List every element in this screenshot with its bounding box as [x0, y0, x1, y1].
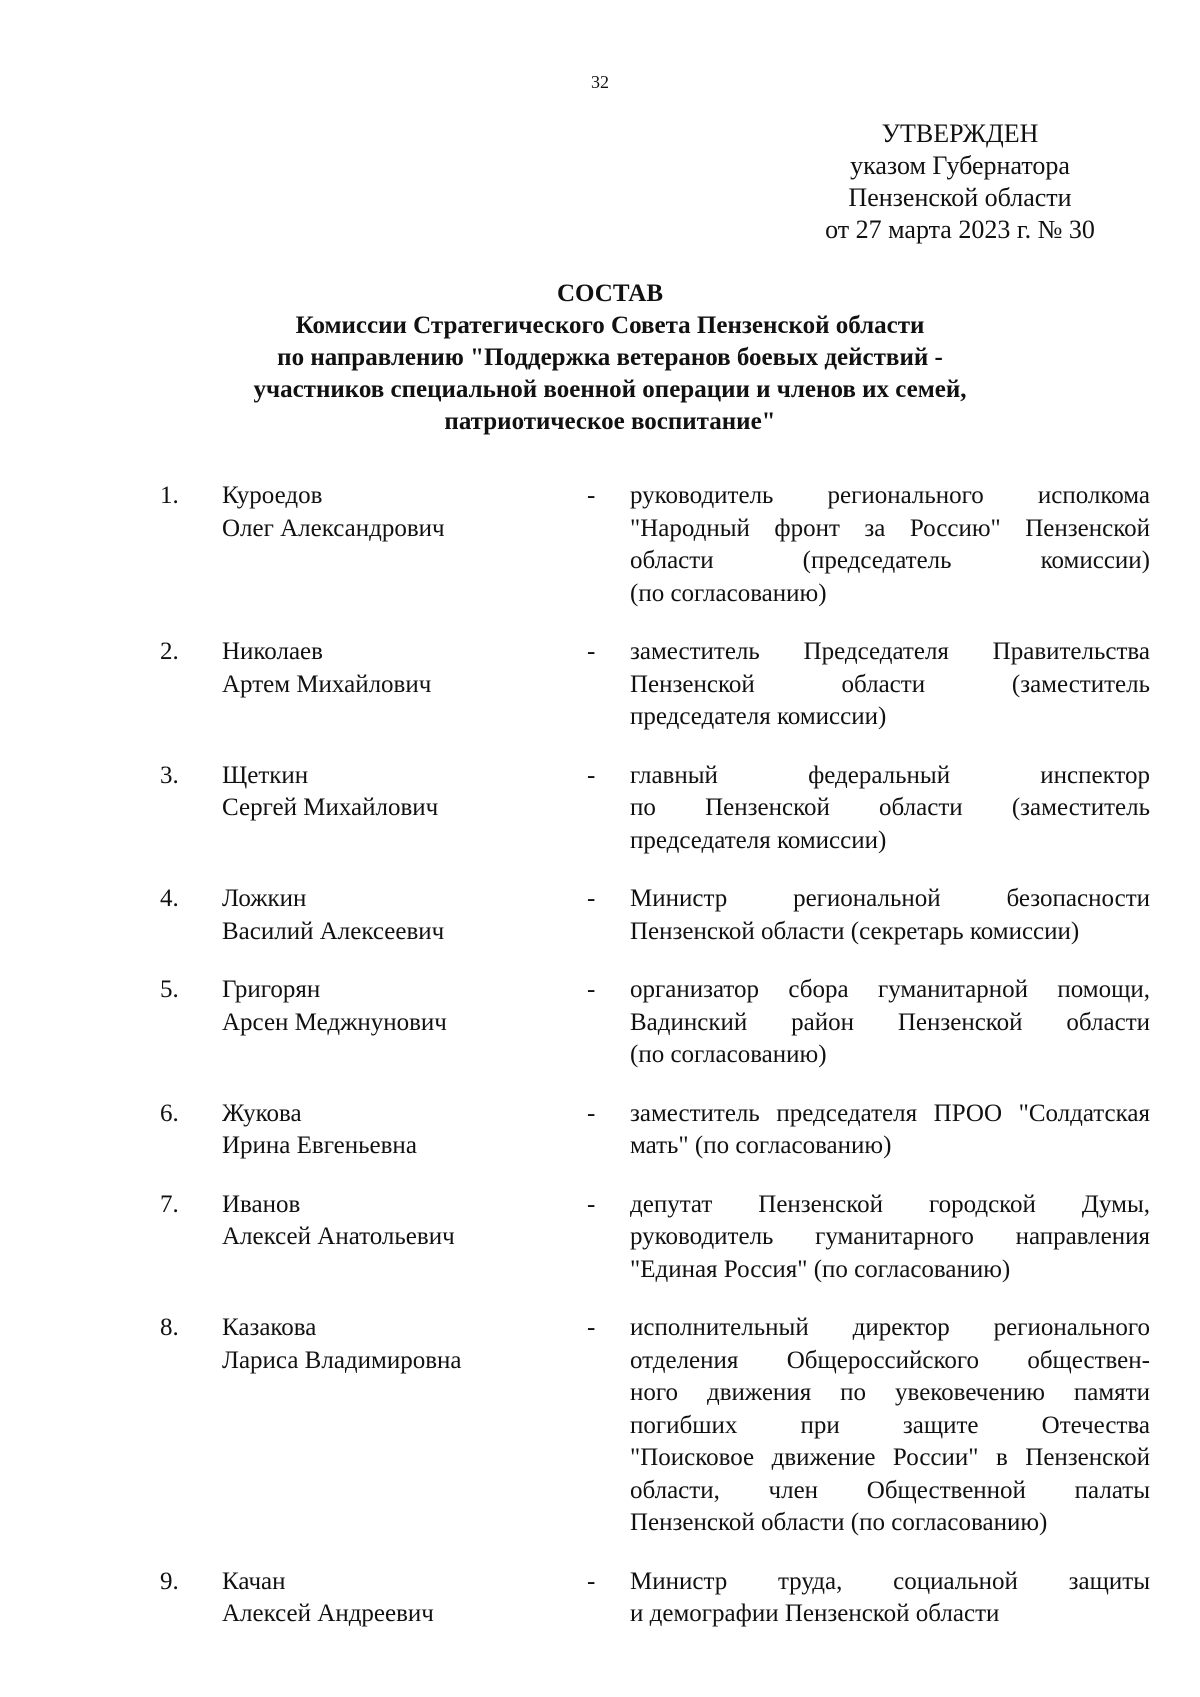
- member-position-line: главный федеральный инспектор: [630, 761, 1150, 789]
- member-dash: -: [587, 638, 596, 665]
- member-name: [222, 1189, 587, 1287]
- member-position: [630, 760, 1150, 858]
- member-name: [222, 636, 587, 734]
- member-position-line: Министр труда, социальной защиты: [630, 1567, 1150, 1595]
- approval-line-3: Пензенской области: [848, 183, 1072, 212]
- member-given-names: Арсен Меджнунович: [222, 1008, 447, 1036]
- member-position-line: организатор сбора гуманитарной помощи,: [630, 976, 1150, 1003]
- member-dash: -: [587, 482, 596, 509]
- member-position: [630, 480, 1150, 610]
- member-position-line: отделения Общероссийского обществен-: [630, 1346, 1150, 1374]
- title-main: СОСТАВ: [556, 280, 664, 307]
- member-position-line: заместитель председателя ПРОО "Солдатская: [630, 1099, 1150, 1127]
- member-surname: Николаев: [222, 638, 323, 665]
- member-position-line: и демографии Пензенской области: [630, 1600, 1000, 1627]
- member-name: [222, 480, 587, 610]
- member-number: 8.: [160, 1314, 179, 1341]
- member-name: [222, 1566, 587, 1631]
- member-row: [160, 974, 1150, 1072]
- member-position-line: Пензенской области (секретарь комиссии): [630, 917, 1080, 945]
- member-surname: Щеткин: [222, 761, 309, 789]
- member-row: [160, 1189, 1150, 1287]
- member-number: 7.: [160, 1190, 179, 1218]
- member-position-line: Пензенской области (заместитель: [630, 670, 1150, 698]
- member-row: [160, 1566, 1150, 1631]
- member-position-line: Вадинский район Пензенской области: [630, 1008, 1150, 1036]
- member-dash: -: [587, 1099, 596, 1127]
- member-position-line: (по согласованию): [630, 1041, 827, 1068]
- approval-line-4: от 27 марта 2023 г. № 30: [825, 215, 1095, 244]
- member-dash: -: [587, 761, 596, 789]
- member-row: [160, 636, 1150, 734]
- member-position-line: Пензенской области (по согласованию): [630, 1509, 1048, 1536]
- member-number: 2.: [160, 638, 179, 665]
- page-number: 32: [591, 72, 609, 92]
- member-surname: Иванов: [222, 1190, 301, 1218]
- member-position: [630, 1098, 1150, 1163]
- member-position: [630, 1189, 1150, 1287]
- member-position-line: председателя комиссии): [630, 703, 887, 730]
- member-position-line: по Пензенской области (заместитель: [630, 794, 1150, 821]
- member-position: [630, 636, 1150, 734]
- member-number: 1.: [160, 482, 179, 509]
- member-surname: Жукова: [222, 1099, 302, 1127]
- member-position-line: "Поисковое движение России" в Пензенской: [630, 1444, 1150, 1471]
- member-row: [160, 760, 1150, 858]
- approval-stamp: [800, 118, 1120, 246]
- member-surname: Ложкин: [222, 885, 307, 912]
- member-name: [222, 1098, 587, 1163]
- member-row: [160, 1312, 1150, 1540]
- member-position-line: мать" (по согласованию): [630, 1132, 892, 1159]
- member-number: 9.: [160, 1567, 179, 1595]
- title-line-3: участников специальной военной операции и членов их семей,: [253, 376, 967, 403]
- member-row: [160, 883, 1150, 948]
- member-position-line: председателя комиссии): [630, 826, 887, 854]
- member-number: 5.: [160, 976, 179, 1003]
- member-given-names: Артем Михайлович: [222, 670, 432, 698]
- member-surname: Казакова: [222, 1314, 317, 1341]
- member-position-line: области (председатель комиссии): [630, 547, 1150, 574]
- member-given-names: Алексей Анатольевич: [222, 1223, 455, 1250]
- member-position-line: области, член Общественной палаты: [630, 1476, 1150, 1504]
- member-name: [222, 974, 587, 1072]
- member-row: [160, 480, 1150, 610]
- member-given-names: Василий Алексеевич: [222, 917, 445, 945]
- member-dash: -: [587, 885, 596, 912]
- member-given-names: Алексей Андреевич: [222, 1600, 434, 1627]
- members-list: [160, 480, 1150, 1631]
- approval-line-1: УТВЕРЖДЕН: [881, 119, 1039, 148]
- member-position-line: руководитель регионального исполкома: [630, 482, 1150, 509]
- member-position-line: "Народный фронт за Россию" Пензенской: [630, 514, 1150, 542]
- member-position-line: (по согласованию): [630, 579, 827, 607]
- member-given-names: Сергей Михайлович: [222, 794, 439, 821]
- member-dash: -: [587, 1314, 596, 1341]
- member-surname: Григорян: [222, 976, 321, 1003]
- member-position: [630, 974, 1150, 1072]
- member-position-line: погибших при защите Отечества: [630, 1411, 1150, 1439]
- member-surname: Куроедов: [222, 482, 323, 509]
- approval-line-2: указом Губернатора: [850, 151, 1070, 180]
- member-given-names: Олег Александрович: [222, 514, 445, 542]
- member-name: [222, 760, 587, 858]
- member-position: [630, 1566, 1150, 1631]
- member-number: 6.: [160, 1099, 179, 1127]
- member-position-line: "Единая Россия" (по согласованию): [630, 1255, 1011, 1283]
- member-dash: -: [587, 1567, 596, 1595]
- member-dash: -: [587, 976, 596, 1003]
- member-position-line: исполнительный директор регионального: [630, 1314, 1150, 1341]
- member-position: [630, 1312, 1150, 1540]
- document-title: [140, 278, 1080, 438]
- title-line-4: патриотическое воспитание": [444, 408, 776, 435]
- member-number: 3.: [160, 761, 179, 789]
- member-position: [630, 883, 1150, 948]
- member-dash: -: [587, 1190, 596, 1218]
- member-surname: Качан: [222, 1567, 286, 1595]
- member-position-line: заместитель Председателя Правительства: [630, 638, 1150, 665]
- member-name: [222, 883, 587, 948]
- member-row: [160, 1098, 1150, 1163]
- member-position-line: руководитель гуманитарного направления: [630, 1223, 1150, 1250]
- member-given-names: Лариса Владимировна: [222, 1346, 462, 1374]
- member-name: [222, 1312, 587, 1540]
- member-position-line: депутат Пензенской городской Думы,: [630, 1190, 1150, 1218]
- member-given-names: Ирина Евгеньевна: [222, 1132, 417, 1159]
- member-number: 4.: [160, 885, 179, 912]
- member-position-line: Министр региональной безопасности: [630, 885, 1150, 912]
- member-position-line: ного движения по увековечению памяти: [630, 1379, 1150, 1406]
- title-line-2: по направлению "Поддержка ветеранов боевых действий -: [277, 344, 943, 371]
- title-line-1: Комиссии Стратегического Совета Пензенской области: [295, 312, 925, 339]
